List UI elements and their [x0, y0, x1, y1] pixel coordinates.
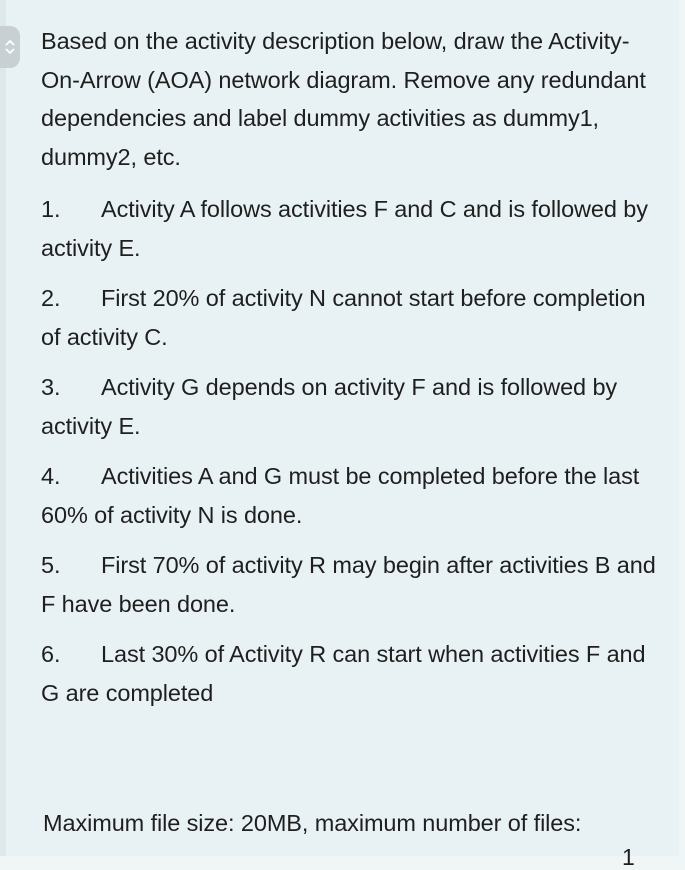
list-item — [41, 457, 661, 534]
upload-limit-text: Maximum file size: 20MB, maximum number of files: — [43, 810, 582, 836]
list-item-text: Activity A follows activities F and C and is followed by activity E. — [41, 196, 648, 261]
list-item — [41, 368, 661, 445]
chevron-up-icon — [5, 39, 15, 47]
list-item — [41, 635, 661, 712]
list-item-number: 2. — [41, 285, 61, 311]
list-item-number: 1. — [41, 196, 61, 222]
chevron-down-icon — [5, 47, 15, 55]
list-item — [41, 279, 661, 356]
list-item-text: First 20% of activity N cannot start before completion of activity C. — [41, 285, 646, 350]
upload-limit-count: 1 — [622, 844, 635, 870]
list-item — [41, 190, 661, 267]
list-item-text: Activities A and G must be completed before the last 60% of activity N is done. — [41, 463, 640, 528]
scroll-handle[interactable] — [0, 26, 20, 68]
list-item — [41, 546, 661, 623]
list-item-number: 6. — [41, 641, 61, 667]
question-intro: Based on the activity description below, draw the Activity-On-Arrow (AOA) network diagram. Remove any redundant dependencies and label dummy activities as dummy1, dummy2, etc. — [41, 28, 646, 170]
list-item-text: Activity G depends on activity F and is followed by activity E. — [41, 374, 618, 439]
list-item-number: 5. — [41, 552, 61, 578]
list-item-number: 3. — [41, 374, 61, 400]
question-content — [41, 22, 661, 724]
list-item-text: First 70% of activity R may begin after activities B and F have been done. — [41, 552, 656, 617]
list-item-number: 4. — [41, 463, 61, 489]
list-item-text: Last 30% of Activity R can start when activities F and G are completed — [41, 641, 646, 706]
